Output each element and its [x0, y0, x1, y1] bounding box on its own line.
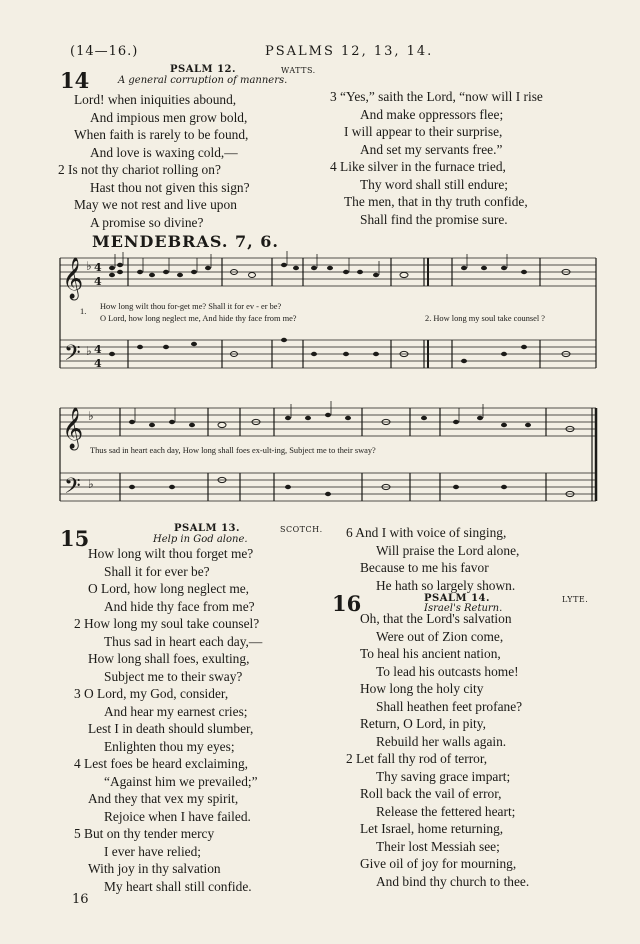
author-lyte: LYTE. — [562, 595, 589, 604]
verse-line: Will praise the Lord alone, — [376, 542, 520, 558]
verse-line: How long the holy city — [360, 681, 484, 696]
verse-line: A promise so divine? — [90, 214, 204, 230]
verse-line: Lord! when iniquities abound, — [74, 92, 237, 107]
verse-line: Thy word shall still endure; — [360, 176, 509, 192]
tune-lyrics-line-3: Thus sad in heart each day, How long shall foes ex-ult-ing, Subject me to their sway? — [90, 446, 376, 455]
verse-line: Return, O Lord, in pity, — [360, 716, 486, 731]
verse-line: Roll back the vail of error, — [360, 786, 502, 801]
verse-line: 3 O Lord, my God, consider, — [74, 686, 229, 701]
verse-line: Lest I in death should slumber, — [88, 721, 254, 736]
verse-line: Rejoice when I have failed. — [104, 808, 251, 824]
verse-line: How long wilt thou forget me? — [88, 546, 254, 561]
verse-line: Were out of Zion come, — [376, 628, 504, 644]
verse-line: How long shall foes, exulting, — [88, 651, 250, 666]
verse-line: He hath so largely shown. — [376, 577, 516, 593]
verse-line: And bind thy church to thee. — [376, 873, 530, 889]
author-scotch: SCOTCH. — [280, 525, 323, 534]
hymn-16-verses — [346, 610, 530, 890]
treble-clef: 𝄞 — [62, 258, 84, 299]
hymn-15-right-verses — [346, 524, 519, 594]
tune-lyrics-line-1b: O Lord, how long neglect me, And hide thy face from me? — [100, 314, 297, 323]
verse-line: 5 But on thy tender mercy — [74, 826, 215, 841]
psalm-14-subtitle: Israel's Return. — [424, 603, 503, 614]
hymn-15-left-verses — [74, 545, 263, 895]
hymn-number-15: 15 — [60, 526, 90, 551]
svg-text:4: 4 — [94, 275, 102, 288]
svg-text:♭: ♭ — [86, 259, 92, 273]
verse-line: Shall heathen feet profane? — [376, 698, 523, 714]
bass-clef: 𝄢 — [64, 474, 81, 504]
staff-lines — [60, 258, 596, 501]
note-stems — [115, 251, 507, 422]
verse-line: To heal his ancient nation, — [360, 646, 501, 661]
note-heads — [109, 263, 574, 497]
verse-line: And set my servants free.” — [360, 141, 503, 157]
verse-line: Hast thou not given this sign? — [90, 179, 250, 195]
verse-line: Thy saving grace impart; — [376, 768, 511, 784]
verse-line: And impious men grow bold, — [90, 109, 248, 125]
treble-clef: 𝄞 — [62, 408, 84, 449]
psalm-12-subtitle: A general corruption of manners. — [118, 75, 288, 86]
verse-line: Release the fettered heart; — [376, 803, 516, 819]
verse-line: Subject me to their sway? — [104, 668, 243, 684]
verse-line: May we not rest and live upon — [74, 197, 237, 212]
verse-line: The men, that in thy truth confide, — [344, 194, 528, 209]
verse-line: Shall it for ever be? — [104, 563, 210, 579]
verse-line: Let Israel, home returning, — [360, 821, 504, 836]
page-number: 16 — [72, 892, 89, 907]
svg-text:♭: ♭ — [88, 477, 94, 491]
svg-text:4: 4 — [94, 343, 102, 356]
verse-line: Shall find the promise sure. — [360, 211, 508, 227]
svg-text:♭: ♭ — [88, 409, 94, 423]
verse-line: Rebuild her walls again. — [376, 733, 507, 749]
psalm-13-subtitle: Help in God alone. — [153, 534, 248, 545]
hymn-number-16: 16 — [332, 591, 362, 616]
svg-text:♭: ♭ — [86, 344, 92, 358]
verse-line: 2 Is not thy chariot rolling on? — [58, 162, 221, 177]
tune-title: MENDEBRAS. 7, 6. — [92, 232, 279, 251]
verse-marker: 1. — [80, 307, 87, 316]
verse-line: Their lost Messiah see; — [376, 838, 500, 854]
verse-line: And they that vex my spirit, — [88, 791, 239, 806]
svg-text:4: 4 — [94, 357, 102, 370]
verse-line: When faith is rarely to be found, — [74, 127, 249, 142]
verse-line: And hear my earnest cries; — [104, 703, 248, 719]
verse-line: Enlighten thou my eyes; — [104, 738, 235, 754]
verse-line: I will appear to their surprise, — [344, 124, 503, 139]
bass-clef: 𝄢 — [64, 341, 81, 371]
page-range: (14—16.) — [70, 44, 139, 59]
verse-line: 3 “Yes,” saith the Lord, “now will I rise — [330, 89, 543, 104]
tune-lyrics-line-2: 2. How long my soul take counsel ? — [425, 314, 546, 323]
verse-line: With joy in thy salvation — [88, 861, 221, 876]
verse-line: 4 Like silver in the furnace tried, — [330, 159, 506, 174]
verse-line: And make oppressors flee; — [360, 106, 504, 122]
svg-text:4: 4 — [94, 261, 102, 274]
verse-line: 6 And I with voice of singing, — [346, 525, 507, 540]
psalm-13-title: PSALM 13. — [174, 523, 240, 534]
verse-line: I ever have relied; — [104, 843, 202, 859]
author-watts: WATTS. — [281, 66, 316, 75]
verse-line: 2 How long my soul take counsel? — [74, 616, 260, 631]
verse-line: 2 Let fall thy rod of terror, — [346, 751, 488, 766]
verse-line: And love is waxing cold,— — [90, 144, 238, 160]
tune-lyrics-line-1a: How long wilt thou for-get me? Shall it for ev - er be? — [100, 302, 282, 311]
verse-line: Give oil of joy for mourning, — [360, 856, 517, 871]
page-title: PSALMS 12, 13, 14. — [265, 44, 434, 59]
verse-line: 4 Lest foes be heard exclaiming, — [74, 756, 249, 771]
verse-line: My heart shall still confide. — [104, 878, 252, 894]
psalm-12-title: PSALM 12. — [170, 64, 236, 75]
verse-line: Thus sad in heart each day,— — [104, 633, 263, 649]
bar-lines — [60, 258, 596, 501]
verse-line: Oh, that the Lord's salvation — [360, 611, 512, 626]
psalm-14-title: PSALM 14. — [424, 593, 490, 604]
verse-line: And hide thy face from me? — [104, 598, 255, 614]
verse-line: O Lord, how long neglect me, — [88, 581, 250, 596]
verse-line: To lead his outcasts home! — [376, 663, 519, 679]
verse-line: “Against him we prevailed;” — [104, 773, 258, 789]
hymn-number-14: 14 — [60, 68, 90, 93]
verse-line: Because to me his favor — [360, 560, 489, 575]
